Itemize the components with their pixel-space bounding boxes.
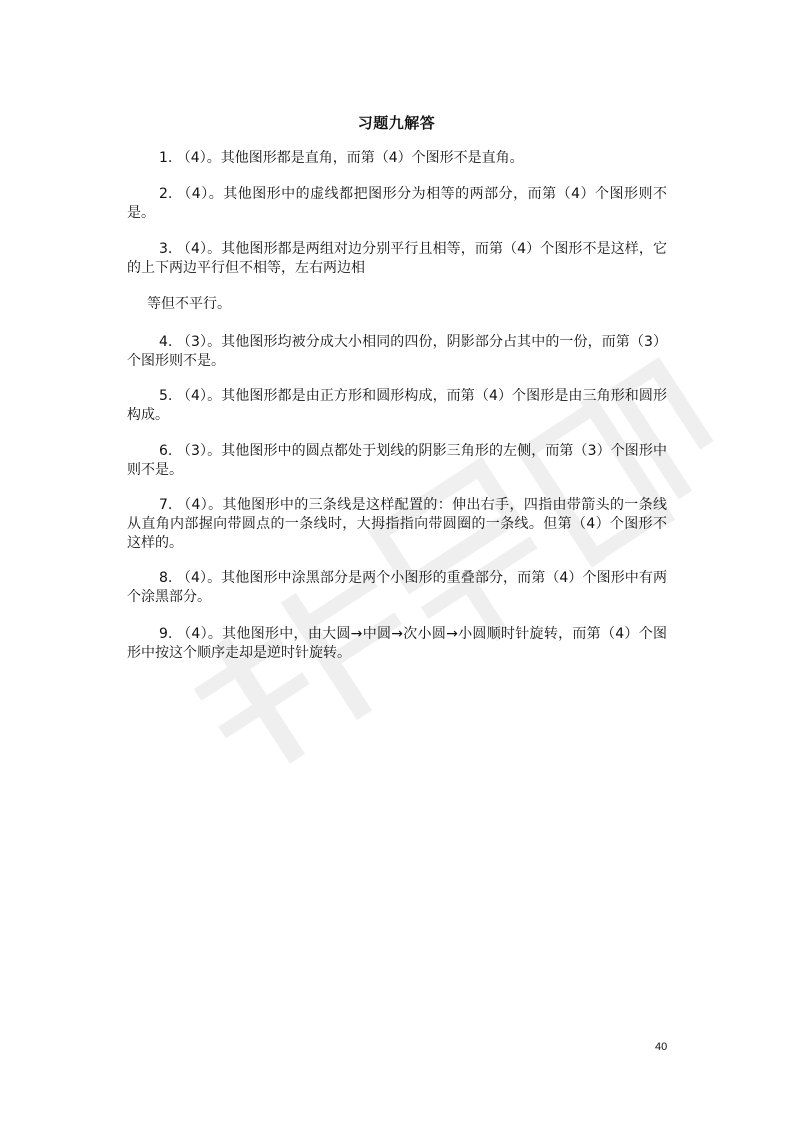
answer-item-5: 5. （4）。其他图形都是由正方形和圆形构成，而第（4）个图形是由三角形和圆形构成。 bbox=[127, 388, 667, 423]
answer-item-8: 8. （4）。其他图形中涂黑部分是两个小图形的重叠部分，而第（4）个图形中有两个涂黑部分。 bbox=[127, 570, 667, 605]
answer-item-7: 7. （4）。其他图形中的三条线是这样配置的：伸出右手，四指由带箭头的一条线从直角内部握向带圆点的一条线时，大拇指指向带圆圈的一条线。但第（4）个图形不这样的。 bbox=[127, 497, 667, 551]
page-number: 40 bbox=[655, 1041, 668, 1053]
answer-item-3: 3. （4）。其他图形都是两组对边分别平行且相等，而第（4）个图形不是这样，它的上下两边平行但不相等，左右两边相 bbox=[127, 241, 667, 276]
page-title: 习题九解答 bbox=[357, 114, 436, 132]
answer-item-9: 9. （4）。其他图形中，由大圆→中圆→次小圆→小圆顺时针旋转，而第（4）个图形中按这个顺序走却是逆时针旋转。 bbox=[127, 626, 667, 661]
answer-item-3-continuation: 等但不平行。 bbox=[147, 296, 231, 312]
answer-item-1: 1. （4）。其他图形都是直角，而第（4）个图形不是直角。 bbox=[159, 150, 524, 166]
answer-item-6: 6. （3）。其他图形中的圆点都处于划线的阴影三角形的左侧，而第（3）个图形中则不是。 bbox=[127, 443, 667, 478]
answer-item-4: 4. （3）。其他图形均被分成大小相同的四份，阴影部分占其中的一份，而第（3）个图形则不是。 bbox=[127, 334, 667, 369]
answer-item-2: 2. （4）。其他图形中的虚线都把图形分为相等的两部分，而第（4）个图形则不是。 bbox=[127, 186, 667, 221]
